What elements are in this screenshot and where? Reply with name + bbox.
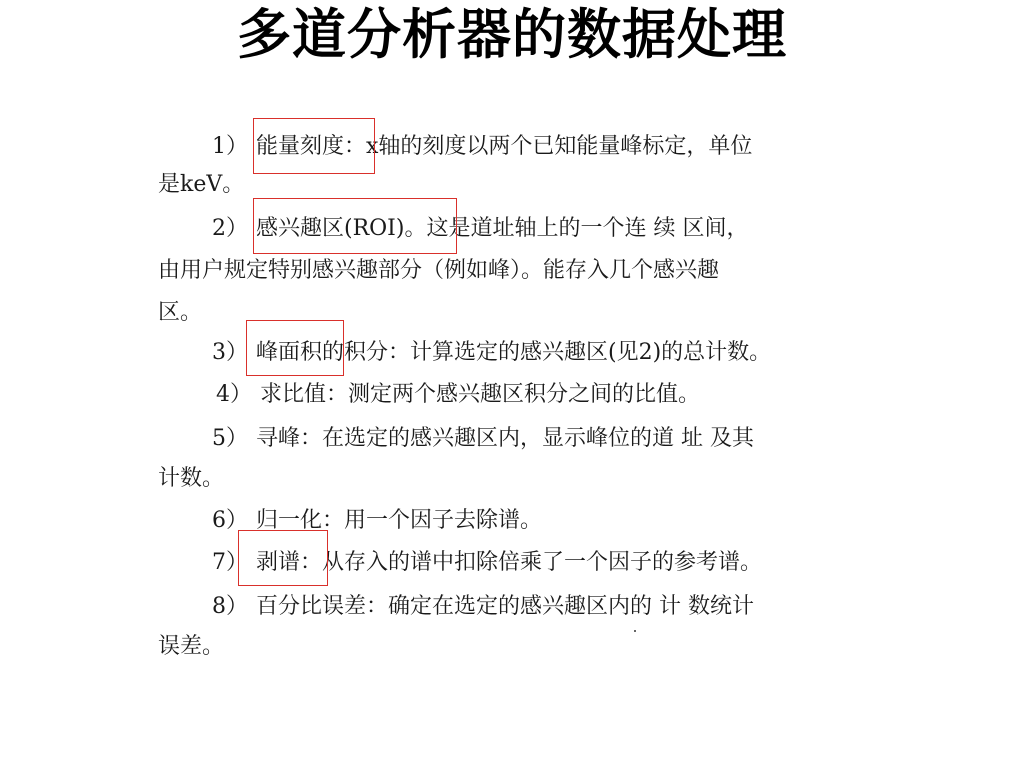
highlight-box-roi — [253, 198, 457, 254]
list-item-8-continuation: 误差。 — [158, 634, 225, 659]
item-number: 5） — [212, 426, 248, 451]
item-number: 7） — [212, 550, 248, 575]
item-number: 8） — [212, 594, 248, 619]
item-number: 2） — [212, 216, 248, 241]
term-energy-calibration: 能量刻度： — [256, 134, 367, 159]
item-number: 3） — [212, 340, 248, 365]
list-item-2-continuation: 区。 — [158, 300, 203, 325]
item-number: 4） — [216, 382, 252, 407]
speck-mark — [634, 630, 636, 632]
highlight-box-peak-area — [246, 320, 344, 376]
item-text: 归一化：用一个因子去除谱。 — [256, 508, 543, 533]
slide-title: 多道分析器的数据处理 — [237, 3, 787, 66]
item-text: 从存入的谱中扣除倍乘了一个因子的参考谱。 — [322, 550, 763, 575]
item-text: 的积分：计算选定的感兴趣区(见2)的总计数。 — [322, 340, 772, 365]
item-text: 百分比误差：确定在选定的感兴趣区内的 计 数统计 — [256, 594, 754, 619]
term-region-of-interest: 感兴趣区(ROI) — [256, 216, 405, 241]
item-text: 求比值：测定两个感兴趣区积分之间的比值。 — [260, 382, 701, 407]
term-spectrum-stripping: 剥谱： — [256, 550, 323, 575]
highlight-box-stripping — [238, 530, 328, 586]
term-peak-area: 峰面积 — [256, 340, 323, 365]
item-number: 1） — [212, 134, 248, 159]
item-text: 。这是道址轴上的一个连 续 区间， — [404, 216, 749, 241]
highlight-box-energy-calibration — [253, 118, 375, 174]
list-item-2-continuation: 由用户规定特别感兴趣部分（例如峰）。能存入几个感兴趣 — [158, 258, 720, 283]
list-item-5 — [212, 424, 754, 454]
item-number: 6） — [212, 508, 248, 533]
list-item-5-continuation: 计数。 — [158, 466, 225, 491]
list-item-4 — [216, 380, 700, 410]
list-item-1-continuation: 是keV。 — [158, 172, 245, 197]
list-item-8 — [212, 592, 754, 622]
item-text: 寻峰：在选定的感兴趣区内，显示峰位的道 址 及其 — [256, 426, 754, 451]
item-text: x轴的刻度以两个已知能量峰标定，单位 — [366, 134, 753, 159]
